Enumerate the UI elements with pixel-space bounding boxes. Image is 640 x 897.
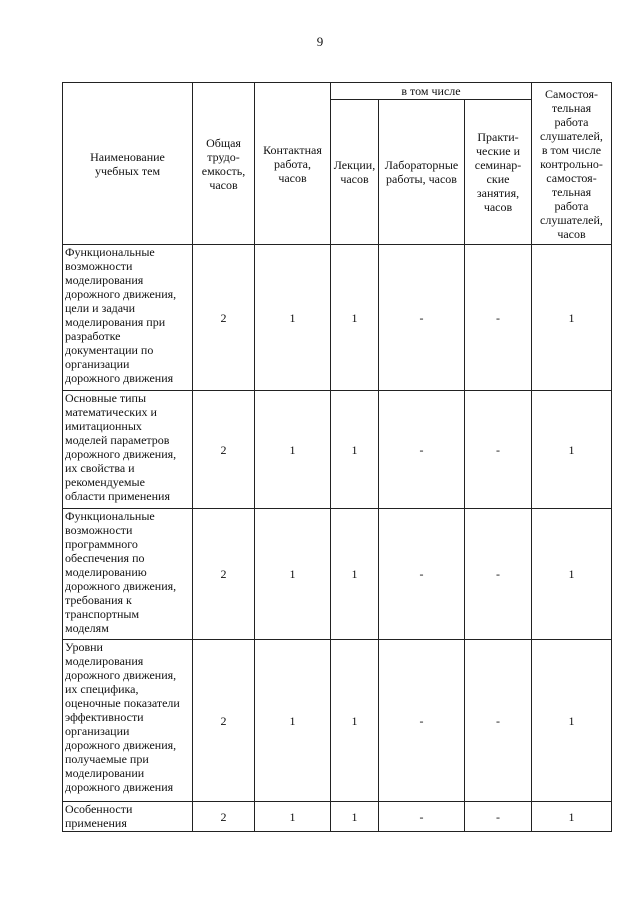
lab-hours: - [379,245,465,391]
contact-hours: 1 [255,640,331,802]
page-number: 9 [316,34,324,49]
practical-hours: - [465,245,532,391]
self-study-hours: 1 [532,391,612,509]
header-practical: Практи- ческие и семинар- ские занятия, часов [465,100,532,245]
practical-hours: - [465,640,532,802]
contact-hours: 1 [255,802,331,832]
total-hours: 2 [193,391,255,509]
practical-hours: - [465,802,532,832]
contact-hours: 1 [255,245,331,391]
header-total-hours: Общая трудо- емкость, часов [193,83,255,245]
header-topic-name: Наименование учебных тем [63,83,193,245]
topic-name: Функциональные возможности моделирования дорожного движения, цели и задачи моделирования при разработке документации по организации дорожного движения [63,245,193,391]
total-hours: 2 [193,509,255,640]
practical-hours: - [465,509,532,640]
practical-hours: - [465,391,532,509]
total-hours: 2 [193,640,255,802]
header-contact-hours: Контактная работа, часов [255,83,331,245]
lab-hours: - [379,391,465,509]
topic-name: Особенности применения [63,802,193,832]
lab-hours: - [379,640,465,802]
contact-hours: 1 [255,509,331,640]
table-row [63,802,612,832]
self-study-hours: 1 [532,802,612,832]
lab-hours: - [379,509,465,640]
table-row [63,245,612,391]
lecture-hours: 1 [331,640,379,802]
table-row [63,640,612,802]
lecture-hours: 1 [331,509,379,640]
lecture-hours: 1 [331,391,379,509]
curriculum-table [62,82,612,832]
table-row [63,509,612,640]
header-lectures: Лекции, часов [331,100,379,245]
lecture-hours: 1 [331,245,379,391]
contact-hours: 1 [255,391,331,509]
lab-hours: - [379,802,465,832]
self-study-hours: 1 [532,245,612,391]
total-hours: 2 [193,245,255,391]
topic-name: Функциональные возможности программного обеспечения по моделированию дорожного движения, требования к транспортным моделям [63,509,193,640]
total-hours: 2 [193,802,255,832]
self-study-hours: 1 [532,509,612,640]
header-labs: Лабораторные работы, часов [379,100,465,245]
topic-name: Основные типы математических и имитационных моделей параметров дорожного движения, их свойства и рекомендуемые области применения [63,391,193,509]
table-row [63,391,612,509]
header-self-study: Самостоя- тельная работа слушателей, в том числе контрольно- самостоя- тельная работа слушателей, часов [532,83,612,245]
self-study-hours: 1 [532,640,612,802]
topic-name: Уровни моделирования дорожного движения, их специфика, оценочные показатели эффективности организации дорожного движения, получаемые при моделировании дорожного движения [63,640,193,802]
header-including: в том числе [331,83,532,100]
lecture-hours: 1 [331,802,379,832]
